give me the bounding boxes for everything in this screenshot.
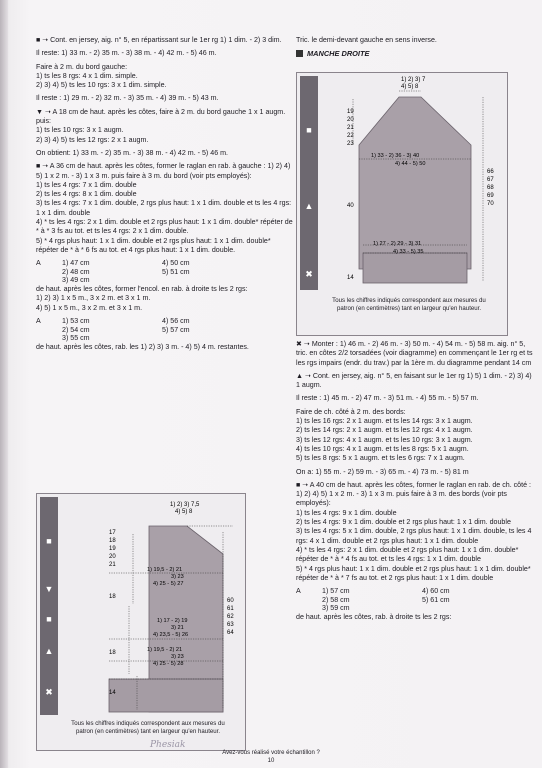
stitch-count-1: Il reste: 1) 33 m. - 2) 35 m. - 3) 38 m. - 4) 42 m. - 5) 46 m. <box>36 49 217 58</box>
svg-text:21: 21 <box>347 125 354 131</box>
svg-text:17: 17 <box>109 530 116 536</box>
left-column <box>36 36 294 356</box>
footer-question: Avez-vous réalisé votre échantillon ? <box>222 750 320 756</box>
sleeve-final-instruction: de haut. après les côtes, rab. à droite ts les 2 rgs: <box>296 612 452 621</box>
sleeve-raglan: ■ ➝ A 40 cm de haut. après les côtes, former le raglan en rab. de ch. côté : 1) 2) 4) 5) 1 x 2 m. - 3) 1 x 3 m. puis faire à 3 m. des bords (voir pts employés): 1) ts les 4 rgs: 9 x 1 dim. double 2) ts les 4 rgs: 9 x 1 dim. double et 2 rgs plus haut: 1 x 1 dim. double 3) ts les 4 rgs: 5 x 1 dim. double, 2 rgs plus haut: 1 x 1 dim. double, ts les 4 rgs: 4 x 1 dim. double et 2 rgs plus haut: 1 x 1 dim. double 4) * ts les 4 rgs: 2 x 1 dim. double et 2 rgs plus haut: 1 x 1 dim. double* répéter de * à * 4 fs au tot. et ts les 4 rgs: 1 x 1 dim. double 5) * 4 rgs plus haut: 1 x 1 dim. double et 2 rgs plus haut: 1 x 1 dim. double* répéter de * à * 7 fs au tot. et 2 rgs plus haut: 1 x 1 dim. double <box>296 480 532 582</box>
heading-square-icon <box>296 50 303 57</box>
raglan-instruction: ■ ➝ A 36 cm de haut. après les côtes, former le raglan en rab. à gauche : 1) 2) 4) 5) 1 x 2 m. - 3) 1 x 3 m. puis faire à 3 m. du bord (voir pts employés): 1) ts les 4 rgs: 7 x 1 dim. double 2) ts les 4 rgs: 8 x 1 dim. double 3) ts les 4 rgs: 7 x 1 dim. double, 2 rgs plus haut: 1 x 1 dim. double et ts les 4 rgs: 1 x 1 dim. double 4) * ts les 4 rgs: 2 x 1 dim. double et 2 rgs plus haut: 1 x 1 dim. double* répéter de * à * 3 fs au tot. et ts les 4 rgs: 2 x 1 dim. double. 5) * 4 rgs plus haut: 1 x 1 dim. double et 2 rgs plus haut: 1 x 1 dim. double* répéter de * à * 6 fs au tot. et 4 rgs plus haut: 1 x 1 dim. double. <box>36 162 293 254</box>
sleeve-top-width-1: 1) 2) 3) 7 <box>401 77 426 83</box>
svg-text:68: 68 <box>487 185 494 191</box>
sleeve-stitch-count-1: Il reste : 1) 45 m. - 2) 47 m. - 3) 51 m. - 4) 55 m. - 5) 57 m. <box>296 394 479 403</box>
legend-cross: ✖ <box>45 686 53 697</box>
svg-text:19: 19 <box>109 546 116 552</box>
svg-text:64: 64 <box>227 630 234 636</box>
page-number: 10 <box>267 758 275 764</box>
sleeve-cuff-height: 14 <box>347 275 354 281</box>
svg-text:19: 19 <box>347 109 354 115</box>
svg-text:22: 22 <box>347 133 354 139</box>
front-pattern-diagram <box>36 493 246 751</box>
sleeve-legend-square: ■ <box>306 125 312 135</box>
sleeve-cast-on: ✖ ➝ Monter : 1) 46 m. - 2) 46 m. - 3) 50 m. - 4) 54 m. - 5) 58 m. aig. n° 5, tric. en côtes 2/2 torsadées (voir diagramme) en commençant le 1er rg et ts les rgs impairs (endr. du trav.) par la 1ère m. du diagramme pendant 14 cm <box>296 340 533 367</box>
svg-text:61: 61 <box>227 606 234 612</box>
svg-text:18: 18 <box>109 538 116 544</box>
front-total-height-numbers <box>227 598 234 636</box>
svg-text:1) 27 - 2) 29 - 3) 31: 1) 27 - 2) 29 - 3) 31 <box>373 241 422 247</box>
binding-edge <box>0 0 8 768</box>
cast-off-instruction: de haut. après les côtes, rab. les 1) 2) 3) 3 m. - 4) 5) 4 m. restantes. <box>36 342 249 351</box>
svg-text:66: 66 <box>487 169 494 175</box>
svg-text:3) 23: 3) 23 <box>171 574 184 580</box>
svg-text:3) 23: 3) 23 <box>171 654 184 660</box>
svg-text:3) 21: 3) 21 <box>171 625 184 631</box>
sleeve-legend-up-triangle: ▲ <box>304 201 314 211</box>
mirror-instruction: Tric. le demi-devant gauche en sens inverse. <box>296 36 437 44</box>
sleeve-total-height-numbers <box>487 169 494 207</box>
svg-text:70: 70 <box>487 201 494 207</box>
front-height-18-upper: 18 <box>109 594 116 600</box>
sleeve-continue-jersey: ▲ ➝ Cont. en jersey, aig. n° 5, en faisant sur le 1er rg 1) 5) 1 dim. - 2) 3) 4) 1 augm. <box>296 371 532 390</box>
sleeve-height-40: 40 <box>347 203 354 209</box>
front-armhole-left-numbers <box>109 530 116 568</box>
legend-up-triangle: ▲ <box>44 646 54 656</box>
sleeve-legend-cross: ✖ <box>305 268 313 279</box>
legend-down-triangle: ▼ <box>44 584 54 594</box>
legend-square-1: ■ <box>46 536 52 546</box>
right-column <box>296 36 534 63</box>
sleeve-piece-svg <box>297 73 507 291</box>
legend-square-2: ■ <box>46 614 52 624</box>
sleeve-stitch-count-2: On a: 1) 55 m. - 2) 59 m. - 3) 65 m. - 4) 73 m. - 5) 81 m <box>296 467 469 476</box>
svg-text:21: 21 <box>109 562 116 568</box>
sleeve-heading: MANCHE DROITE <box>296 49 534 58</box>
front-height-18-lower: 18 <box>109 650 116 656</box>
svg-text:62: 62 <box>227 614 234 620</box>
sleeve-top-width-2: 4) 5) 8 <box>401 84 419 90</box>
svg-text:1) 17 - 2) 19: 1) 17 - 2) 19 <box>157 618 188 624</box>
sleeve-raglan-numbers <box>347 109 354 147</box>
front-diagram-caption: Tous les chiffres indiqués correspondent aux mesures du patron (en centimètres) tant en largeur qu'en hauteur. <box>71 720 225 735</box>
front-rib-height: 14 <box>109 690 116 696</box>
front-top-width-2: 4) 5) 8 <box>175 509 193 515</box>
svg-text:4) 23,5 - 5) 26: 4) 23,5 - 5) 26 <box>153 632 189 638</box>
stitch-count-2: Il reste : 1) 29 m. - 2) 32 m. - 3) 35 m. - 4) 39 m. - 5) 43 m. <box>36 94 219 103</box>
rib-band <box>109 679 223 712</box>
svg-text:20: 20 <box>347 117 354 123</box>
sleeve-pattern-diagram <box>296 72 508 336</box>
svg-text:20: 20 <box>109 554 116 560</box>
stitch-count-3: On obtient: 1) 33 m. - 2) 35 m. - 3) 38 m. - 4) 42 m. - 5) 46 m. <box>36 148 228 157</box>
svg-text:4) 33 - 5) 35: 4) 33 - 5) 35 <box>393 249 424 255</box>
front-piece-svg <box>37 494 245 716</box>
svg-text:23: 23 <box>347 141 354 147</box>
decrease-instruction: Faire à 2 m. du bord gauche: 1) ts les 8 rgs: 4 x 1 dim. simple. 2) 3) 4) 5) ts les 10 rgs: 3 x 1 dim. simple. <box>36 62 167 90</box>
svg-text:4) 25 - 5) 27: 4) 25 - 5) 27 <box>153 581 184 587</box>
svg-text:67: 67 <box>487 177 494 183</box>
svg-text:60: 60 <box>227 598 234 604</box>
size-table-1: A 1) 47 cm 4) 50 cm 2) 48 cm 5) 51 cm 3) 49 cm <box>36 259 190 285</box>
svg-text:1) 19,5 - 2) 21: 1) 19,5 - 2) 21 <box>147 647 183 653</box>
svg-text:4) 44 - 5) 50: 4) 44 - 5) 50 <box>395 161 426 167</box>
svg-text:69: 69 <box>487 193 494 199</box>
watermark: Phesiak <box>150 740 186 750</box>
front-top-width-1: 1) 2) 3) 7,5 <box>170 502 200 508</box>
increase-instruction: ▼ ➝ A 18 cm de haut. après les côtes, faire à 2 m. du bord gauche 1 x 1 augm. puis: 1) ts les 10 rgs: 3 x 1 augm. 2) 3) 4) 5) ts les 12 rgs: 2 x 1 augm. <box>36 107 286 144</box>
neckline-instruction: de haut. après les côtes, former l'encol. en rab. à droite ts les 2 rgs: 1) 2) 3) 1 x 5 m., 3 x 2 m. et 3 x 1 m. 4) 5) 1 x 5 m., 3 x 2 m. et 3 x 1 m. <box>36 285 248 312</box>
size-table-2: A 1) 53 cm 4) 56 cm 2) 54 cm 5) 57 cm 3) 55 cm <box>36 316 190 343</box>
sleeve-cuff <box>363 253 467 283</box>
sleeve-increases: Faire de ch. côté à 2 m. des bords: 1) ts les 16 rgs: 2 x 1 augm. et ts les 14 rgs: 3 x 1 augm. 2) ts les 14 rgs: 2 x 1 augm. et ts les 12 rgs: 4 x 1 augm. 3) ts les 12 rgs: 4 x 1 augm. et ts les 10 rgs: 3 x 1 augm. 4) ts les 10 rgs: 4 x 1 augm. et ts les 8 rgs: 5 x 1 augm. 5) ts les 8 rgs: 5 x 1 augm. et ts les 6 rgs: 7 x 1 augm. <box>296 407 473 463</box>
svg-text:1) 19,5 - 2) 21: 1) 19,5 - 2) 21 <box>147 567 183 573</box>
instruction-continue-jersey: ■ ➝ Cont. en jersey, aig. n° 5, en répartissant sur le 1er rg 1) 1 dim. - 2) 3 dim. <box>36 36 282 44</box>
svg-text:63: 63 <box>227 622 234 628</box>
right-column-lower <box>296 340 534 622</box>
svg-text:4) 25 - 5) 28: 4) 25 - 5) 28 <box>153 661 184 667</box>
sleeve-size-table: A 1) 57 cm 4) 60 cm 2) 58 cm 5) 61 cm 3) 59 cm <box>296 587 450 613</box>
svg-text:1) 33 - 2) 36 - 3) 40: 1) 33 - 2) 36 - 3) 40 <box>371 153 420 159</box>
sleeve-diagram-caption: Tous les chiffres indiqués correspondent aux mesures du patron (en centimètres) tant en largeur qu'en hauteur. <box>332 297 486 312</box>
